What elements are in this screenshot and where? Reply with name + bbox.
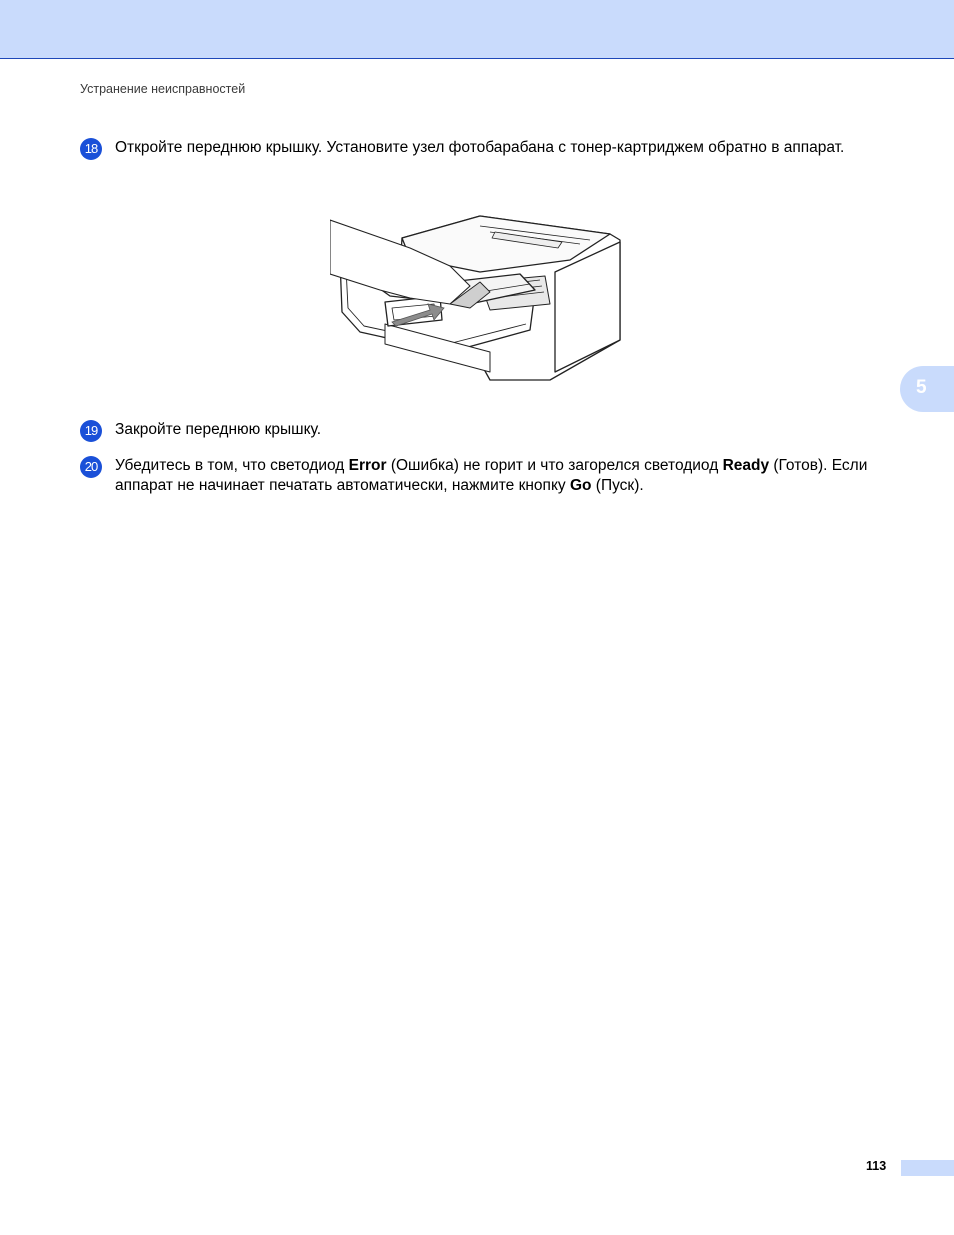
text-run: (Ошибка) не горит и что загорелся светодиод <box>386 457 723 474</box>
page-number: 113 <box>866 1159 887 1173</box>
step-text: Закройте переднюю крышку. <box>115 421 322 438</box>
step-20 <box>80 456 870 496</box>
step-text: Откройте переднюю крышку. Установите узел фотобарабана с тонер-картриджем обратно в аппарат. <box>115 139 845 156</box>
step-18 <box>80 138 870 158</box>
chapter-tab[interactable] <box>900 366 954 412</box>
go-button-label: Go <box>569 477 592 494</box>
text-run: Убедитесь в том, что светодиод <box>115 457 349 474</box>
error-led-label: Error <box>348 457 387 474</box>
step-number-icon: 19 <box>80 420 102 442</box>
ready-led-label: Ready <box>722 457 770 474</box>
breadcrumb: Устранение неисправностей <box>80 82 246 96</box>
chapter-number: 5 <box>916 377 927 398</box>
step-text <box>115 456 870 496</box>
printer-illustration <box>330 212 626 388</box>
text-run: (Готов). Если аппарат не начинает печатать автоматически, нажмите кнопку <box>115 457 868 494</box>
step-number-icon: 20 <box>80 456 102 478</box>
step-19 <box>80 420 870 440</box>
step-number-icon: 18 <box>80 138 102 160</box>
page-number-bar <box>901 1160 954 1176</box>
text-run: (Пуск). <box>591 477 644 494</box>
header-band <box>0 0 954 59</box>
